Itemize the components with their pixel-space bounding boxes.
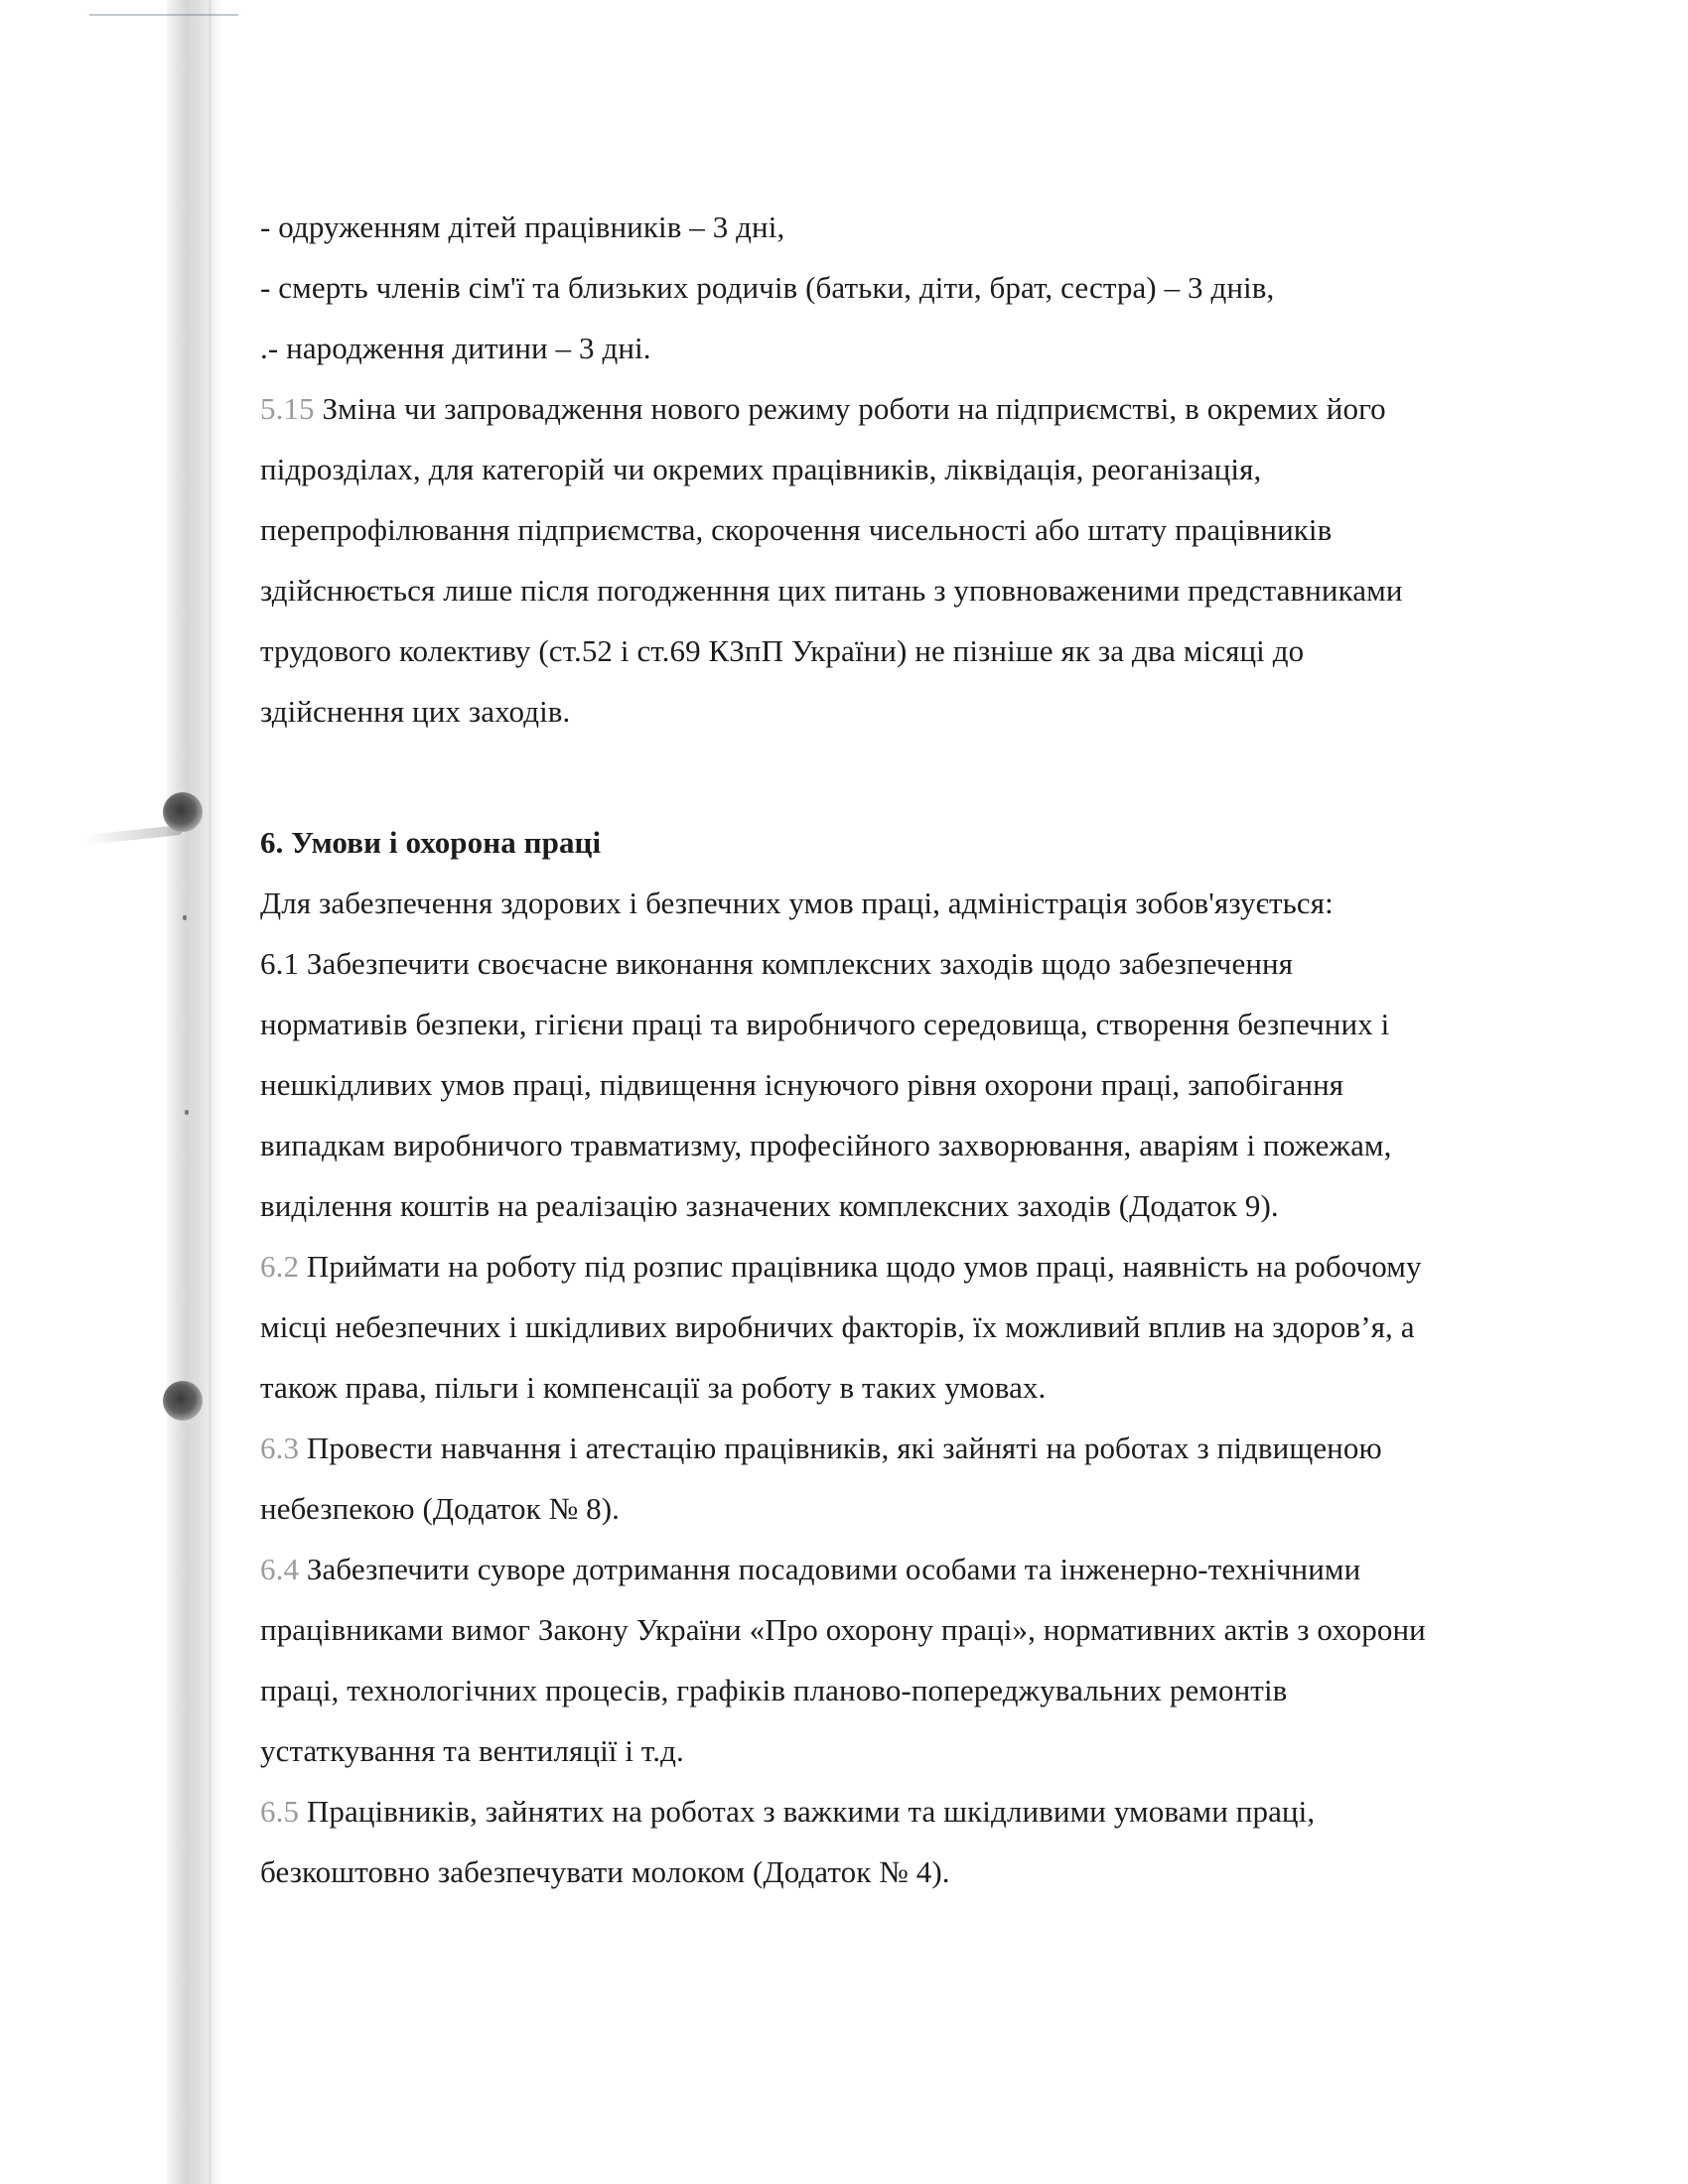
- list-item: [260, 197, 1611, 257]
- clause-text: Приймати на роботу під розпис працівника щодо умов праці, наявність на робочому: [299, 1249, 1422, 1284]
- paragraph-line: Для забезпечення здорових і безпечних умов праці, адміністрація зобов'язується:: [260, 886, 1334, 920]
- clause-number: 6.4: [260, 1552, 300, 1586]
- clause-number: 6.5: [260, 1794, 300, 1829]
- list-item-text: народження дитини – 3 дні.: [278, 331, 651, 365]
- paragraph-line: трудового колективу (ст.52 і ст.69 КЗпП України) не пізніше як за два місяці до: [260, 633, 1305, 668]
- punch-hole-top: [163, 792, 203, 832]
- section-spacer: [260, 742, 1611, 812]
- clause-text: Забезпечити суворе дотримання посадовими особами та інженерно-технічними: [299, 1552, 1361, 1586]
- paragraph-line: підрозділах, для категорій чи окремих працівників, ліквідація, реоганізація,: [260, 452, 1262, 486]
- paragraph-line: нормативів безпеки, гігієни праці та виробничого середовища, створення безпечних і: [260, 1007, 1390, 1041]
- list-marker: -: [260, 209, 271, 244]
- list-item: [260, 318, 1611, 378]
- paragraph-line: нешкідливих умов праці, підвищення існуючого рівня охорони праці, запобігання: [260, 1067, 1344, 1102]
- clause-number: 6.1: [260, 946, 300, 981]
- list-marker: .-: [260, 331, 279, 365]
- clause-text: Працівників, зайнятих на роботах з важкими та шкідливими умовами праці,: [299, 1794, 1316, 1829]
- list-item-text: одруженням дітей працівників – 3 дні,: [270, 209, 785, 244]
- binding-shadow: [167, 0, 222, 2184]
- paragraph-line: устаткування та вентиляції і т.д.: [260, 1733, 684, 1768]
- document-body: [260, 197, 1611, 1902]
- clause-line: [260, 1418, 1611, 1478]
- paragraph-line: випадкам виробничого травматизму, професійного захворювання, аваріям і пожежам,: [260, 1128, 1392, 1162]
- clause-line: [260, 1236, 1611, 1297]
- paragraph-line: здійснення цих заходів.: [260, 694, 571, 729]
- binding-line: [209, 0, 211, 2184]
- list-item: [260, 257, 1611, 318]
- clause-line: [260, 378, 1611, 439]
- scan-speck: [185, 1110, 189, 1115]
- clause-number: 6.2: [260, 1249, 300, 1284]
- clause-line: [260, 1539, 1611, 1599]
- punch-hole-bottom: [163, 1381, 203, 1421]
- list-item-text: смерть членів сім'ї та близьких родичів (батьки, діти, брат, сестра) – 3 днів,: [270, 270, 1275, 305]
- clause-text: Забезпечити своєчасне виконання комплексних заходів щодо забезпечення: [299, 946, 1294, 981]
- clause-text: Провести навчання і атестацію працівників, які зайняті на роботах з підвищеною: [299, 1431, 1382, 1465]
- clause-line: [260, 1781, 1611, 1842]
- clause-text: Зміна чи запровадження нового режиму роботи на підприємстві, в окремих його: [314, 391, 1386, 426]
- clause-number: 5.15: [260, 391, 315, 426]
- paragraph-line: безкоштовно забезпечувати молоком (Додаток № 4).: [260, 1854, 950, 1889]
- paragraph-line: здійснюється лише після погодженння цих питань з уповноваженими представниками: [260, 573, 1403, 608]
- scan-speck: [183, 915, 187, 920]
- clause-number: 6.3: [260, 1431, 300, 1465]
- section-heading: 6. Умови і охорона праці: [260, 825, 602, 860]
- paragraph-line: виділення коштів на реалізацію зазначених комплексних заходів (Додаток 9).: [260, 1188, 1279, 1223]
- paragraph-line: також права, пільги і компенсації за роботу в таких умовах.: [260, 1370, 1047, 1405]
- paragraph-line: небезпекою (Додаток № 8).: [260, 1491, 620, 1526]
- clause-line: [260, 933, 1611, 994]
- paragraph-line: перепрофілювання підприємства, скорочення чисельності або штату працівників: [260, 512, 1333, 547]
- list-marker: -: [260, 270, 271, 305]
- paragraph-line: працівниками вимог Закону України «Про охорону праці», нормативних актів з охорони: [260, 1612, 1426, 1647]
- paragraph-line: місці небезпечних і шкідливих виробничих факторів, їх можливий вплив на здоров’я, а: [260, 1309, 1415, 1344]
- paragraph-line: праці, технологічних процесів, графіків планово-попереджувальних ремонтів: [260, 1673, 1288, 1707]
- scan-edge-mark: [89, 14, 238, 16]
